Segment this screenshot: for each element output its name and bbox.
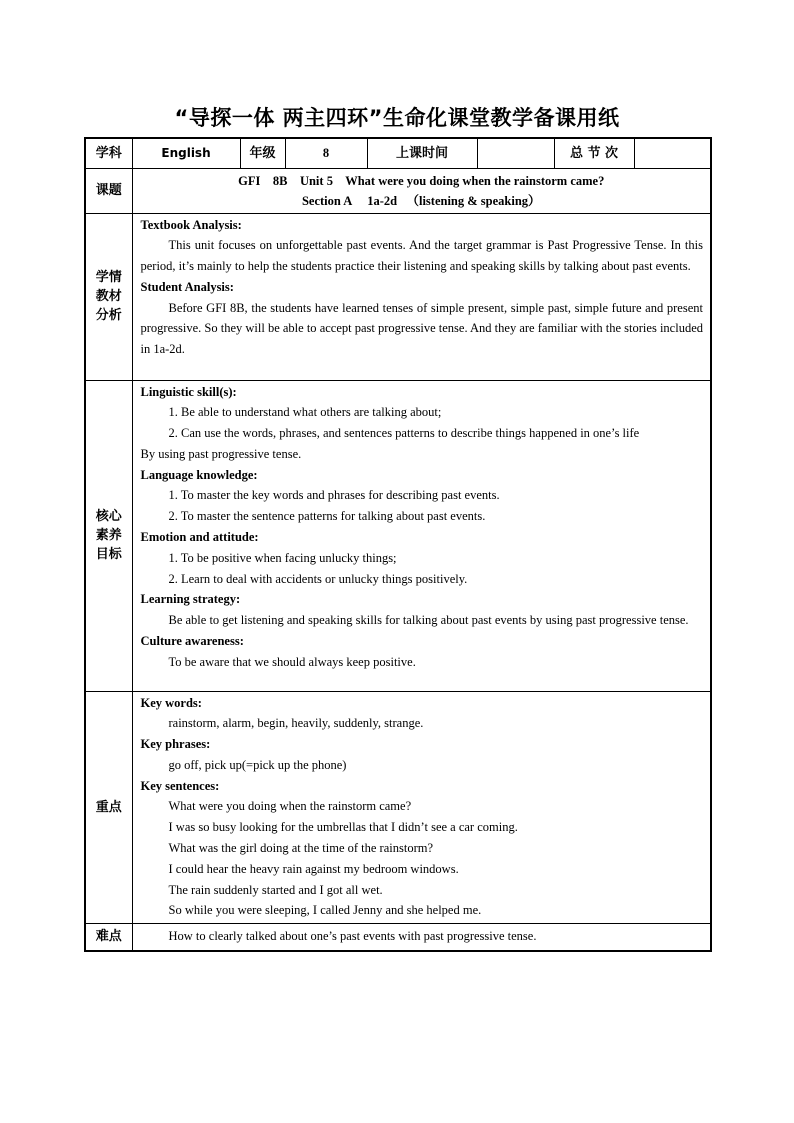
key-phrases-heading: Key phrases: <box>140 737 211 752</box>
topic-line-unit: GFI 8B Unit 5 What were you doing when the rainstorm came? <box>238 173 605 188</box>
difficult-points-row <box>85 923 711 951</box>
difficult-points-label: 难点 <box>85 923 132 951</box>
grade-value: 8 <box>285 138 367 168</box>
key-phrases-text: go off, pick up(=pick up the phone) <box>168 757 347 772</box>
linguistic-skills-heading: Linguistic skill(s): <box>140 384 237 399</box>
topic-content <box>132 168 711 213</box>
knowledge-item: 2. To master the sentence patterns for talking about past events. <box>168 509 486 524</box>
student-analysis-text: Before GFI 8B, the students have learned tenses of simple present, simple past, simple future and present progressive. So they will be able to accept past progressive tense. And they are familiar with the stories included in 1a-2d. <box>140 300 703 357</box>
language-knowledge-heading: Language knowledge: <box>140 467 258 482</box>
textbook-analysis-heading: Textbook Analysis: <box>140 217 242 232</box>
subject-label: 学科 <box>85 138 132 168</box>
key-words-heading: Key words: <box>140 695 202 710</box>
header-row <box>85 138 711 168</box>
key-sentence: The rain suddenly started and I got all wet. <box>168 882 383 897</box>
culture-awareness-text: To be aware that we should always keep positive. <box>168 654 416 669</box>
difficult-points-text: How to clearly talked about one’s past events with past progressive tense. <box>168 929 537 944</box>
lesson-plan-table <box>84 137 712 952</box>
core-goals-label: 核心 素养 目标 <box>85 380 132 691</box>
analysis-content <box>132 213 711 380</box>
topic-row <box>85 168 711 213</box>
subject-value: English <box>132 138 240 168</box>
key-sentences-heading: Key sentences: <box>140 778 220 793</box>
key-sentence: I was so busy looking for the umbrellas that I didn’t see a car coming. <box>168 820 518 835</box>
topic-line-section: Section A 1a-2d （listening & speaking） <box>301 193 541 208</box>
emotion-item: 2. Learn to deal with accidents or unlucky things positively. <box>168 571 468 586</box>
culture-awareness-heading: Culture awareness: <box>140 634 244 649</box>
difficult-points-content <box>132 923 711 951</box>
class-time-label: 上课时间 <box>367 138 477 168</box>
learning-strategy-heading: Learning strategy: <box>140 592 241 607</box>
topic-label: 课题 <box>85 168 132 213</box>
emotion-attitude-heading: Emotion and attitude: <box>140 530 259 545</box>
key-sentence: What was the girl doing at the time of the rainstorm? <box>168 841 434 856</box>
linguistic-item: 1. Be able to understand what others are talking about; <box>168 405 442 420</box>
textbook-analysis-text: This unit focuses on unforgettable past events. And the target grammar is Past Progressive Tense. In this period, it’s mainly to help the students practice their listening and speaking skills by talking about past events. <box>140 238 703 274</box>
analysis-label: 学情 教材 分析 <box>85 213 132 380</box>
document-title: “导探一体 两主四环”生命化课堂教学备课用纸 <box>174 106 620 130</box>
key-points-row <box>85 691 711 923</box>
linguistic-item: 2. Can use the words, phrases, and sentences patterns to describe things happened in one’s life <box>168 426 640 441</box>
emotion-item: 1. To be positive when facing unlucky things; <box>168 550 397 565</box>
learning-strategy-text: Be able to get listening and speaking skills for talking about past events by using past progressive tense. <box>168 613 689 628</box>
key-sentence: So while you were sleeping, I called Jenny and she helped me. <box>168 903 482 918</box>
key-points-label: 重点 <box>85 691 132 923</box>
total-periods-label: 总 节 次 <box>554 138 634 168</box>
core-goals-row <box>85 380 711 691</box>
key-points-content <box>132 691 711 923</box>
key-words-text: rainstorm, alarm, begin, heavily, suddenly, strange. <box>168 716 424 731</box>
total-periods-value[interactable] <box>634 138 711 168</box>
student-analysis-heading: Student Analysis: <box>140 279 234 294</box>
knowledge-item: 1. To master the key words and phrases for describing past events. <box>168 488 500 503</box>
grade-label: 年级 <box>240 138 285 168</box>
key-sentence: What were you doing when the rainstorm came? <box>168 799 412 814</box>
analysis-row <box>85 213 711 380</box>
linguistic-item-continuation: By using past progressive tense. <box>140 446 302 461</box>
class-time-value[interactable] <box>477 138 554 168</box>
core-goals-content <box>132 380 711 691</box>
key-sentence: I could hear the heavy rain against my bedroom windows. <box>168 861 459 876</box>
